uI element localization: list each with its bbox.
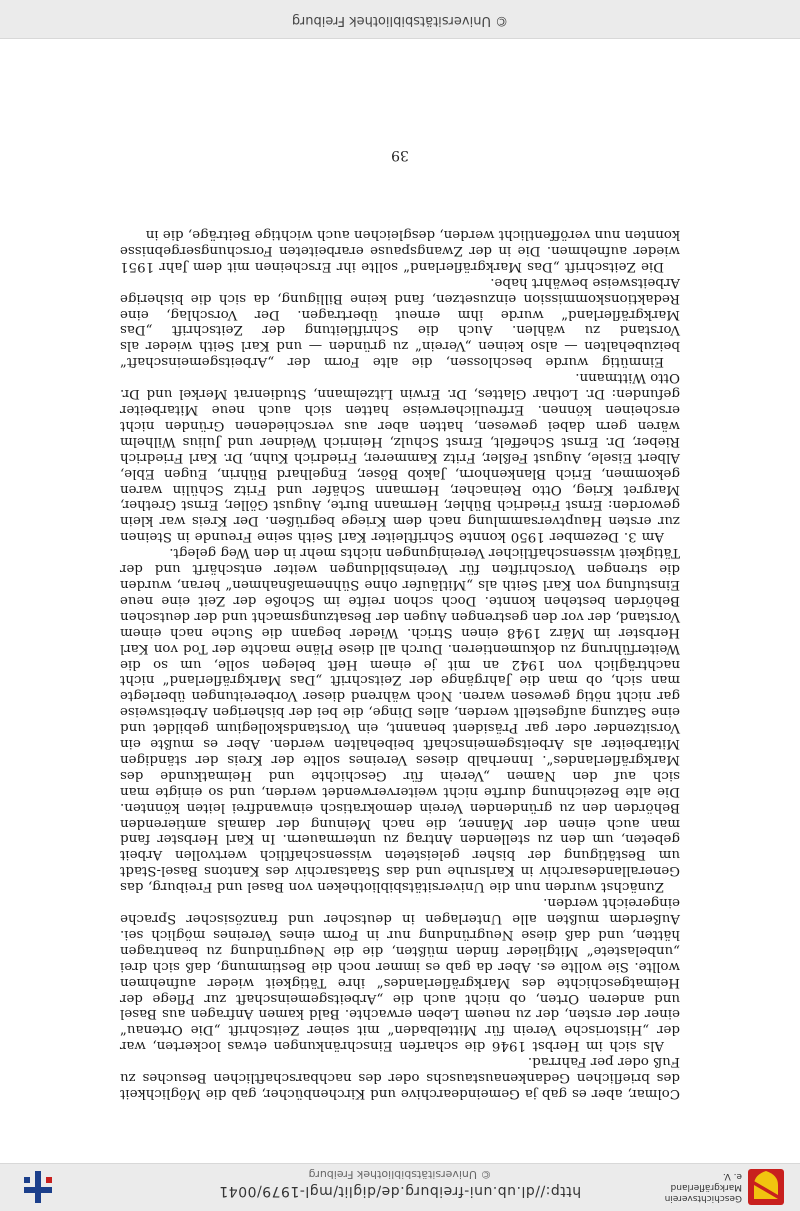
header-bar (0, 1163, 800, 1211)
paragraph: Die Zeitschrift „Das Markgräflerland“ sollte ihr Erscheinen mit dem Jahr 1951 wieder aufnehmen. Die in der Zwangspause erarbeiteten Forschungsergebnisse konnten nun veröffentlicht werden, desgleichen auch wichtige Beiträge, die in (120, 227, 680, 274)
footer-credit: © Universitätsbibliothek Freiburg (291, 13, 509, 28)
footer-bar (0, 0, 800, 39)
paragraph: Als sich im Herbst 1946 die scharfen Einschränkungen etwas lockerten, war der „Historische Verein für Mittelbaden“ mit seiner Zeitschrift „Die Ortenau“ einer der ersten, der zu neuem Leben erwachte. Bald kamen Anfragen aus Basel und anderen Orten, ob nicht auch die „Arbeitsgemeinschaft zur Pflege der Heimatgeschichte des Markgräflerlandes“ ihre Tätigkeit wieder aufnehmen wollte. Sie wollte es. Aber da gab es immer noch die Bestimmung, daß sich drei „unbelastete“ Mitglieder finden müßten, die die Neugründung zu beantragen hätten, und daß diese Neugründung nur in Form eines Vereines möglich sei. Außerdem mußten alle Unterlagen in deutscher und französischer Sprache eingereicht werden. (120, 895, 680, 1054)
paragraph: Am 3. Dezember 1950 konnte Schriftleiter Karl Seith seine Freunde in Steinen zur ersten Hauptversammlung nach dem Kriege begrüßen. Der Kreis war klein geworden: Ernst Friedrich Bühler, Hermann Burte, August Göller, Ernst Grether, Margret Krieg, Otto Reinacher, Hermann Schäfer und Fritz Schülin waren gekommen, Erich Blankenhorn, Jakob Böser, Engelhard Bührin, Eugen Eble, Albert Eisele, August Feßler, Fritz Kammerer, Friedrich Kuhn, Dr. Karl Friedrich Rieber, Dr. Ernst Scheffelt, Ernst Schulz, Heinrich Weidner und Julius Wilhelm wären gern dabei gewesen, hatten aber aus verschiedenen Gründen nicht erscheinen können. Erfreulicherweise hatten sich auch neue Mitarbeiter gefunden: Dr. Lothar Glattes, Dr. Erwin Litzelmann, Studienrat Merkel und Dr. Otto Wittmann. (120, 370, 680, 545)
library-logo-icon (20, 1169, 56, 1205)
document-url[interactable]: http://dl.ub.uni-freiburg.de/diglit/mgl-1979/0041 (218, 1183, 582, 1199)
document-page (0, 39, 800, 1163)
paragraph: Einmütig wurde beschlossen, die alte Form der „Arbeitsgemeinschaft“ beizubehalten — also keinen „Verein“ zu gründen — und Karl Seith wieder als Vorstand zu wählen. Auch die Schriftleitung der Zeitschrift „Das Markgräflerland“ wurde ihm erneut übertragen. Der Vorschlag, eine Redaktionskommission einzusetzen, fand keine Billigung, da sich die bisherige Arbeitsweise bewährt habe. (120, 274, 680, 370)
society-name: Geschichtsverein Markgräflerland e. V. (664, 1171, 742, 1203)
paragraph: Colmar, aber es gab ja Gemeindearchive und Kirchenbücher, gab die Möglichkeit des brieflichen Gedankenaustauschs oder des nachbarschaftlichen Besuches zu Fuß oder per Fahrrad. (120, 1054, 680, 1101)
library-credit: © Universitätsbibliothek Freiburg (308, 1168, 492, 1181)
paragraph: Zunächst wurden nun die Universitätsbibliotheken von Basel und Freiburg, das Generallandesarchiv in Karlsruhe und das Staatsarchiv des Kantons Basel-Stadt um Bestätigung der bisher geleisteten wissenschaftlich wertvollen Arbeit gebeten, um den zu stellenden Antrag zu untermauern. In Karl Herbster fand man auch einen der Männer, die nach Meinung der damals amtierenden Behörden den zu gründenden Verein demokratisch einwandfrei leiten könnten. Die alte Bezeichnung durfte nicht weiterverwendet werden, und so einigte man sich auf den Namen „Verein für Geschichte und Heimatkunde des Markgräflerlandes“. Innerhalb dieses Vereines sollte der Kreis der ständigen Mitarbeiter als Arbeitsgemeinschaft beibehalten werden. Aber es mußte ein Vorsitzender oder gar Präsident benannt, ein Vorstandskollegium gebildet und eine Satzung aufgestellt werden, alles Dinge, die bei der bisherigen Arbeitsweise gar nicht nötig gewesen waren. Noch während dieser Vorbereitungen überlegte man sich, ob man die Jahrgänge der Zeitschrift „Das Markgräflerland“ nicht nachträglich von 1942 an mit je einem Heft belegen solle, um so die Weiterführung zu dokumentieren. Durch all diese Pläne machte der Tod von Karl Herbster im März 1948 einen Strich. Wieder begann die Suche nach einem Vorstand, der vor den gestrengen Augen der Besatzungsmacht und der deutschen Behörden bestehen konnte. Doch schon reifte im Schoße der Zeit eine neue Einstufung von Karl Seith als „Mitläufer ohne Sühnemaßnahmen“ heran, wurden die strengen Vorschriften für Vereinsbildungen weiter entschärft und der Tätigkeit wissenschaftlicher Vereinigungen nichts mehr in den Weg gelegt. (120, 545, 680, 895)
page-body-text (120, 226, 680, 1101)
page-number: 39 (391, 147, 409, 163)
